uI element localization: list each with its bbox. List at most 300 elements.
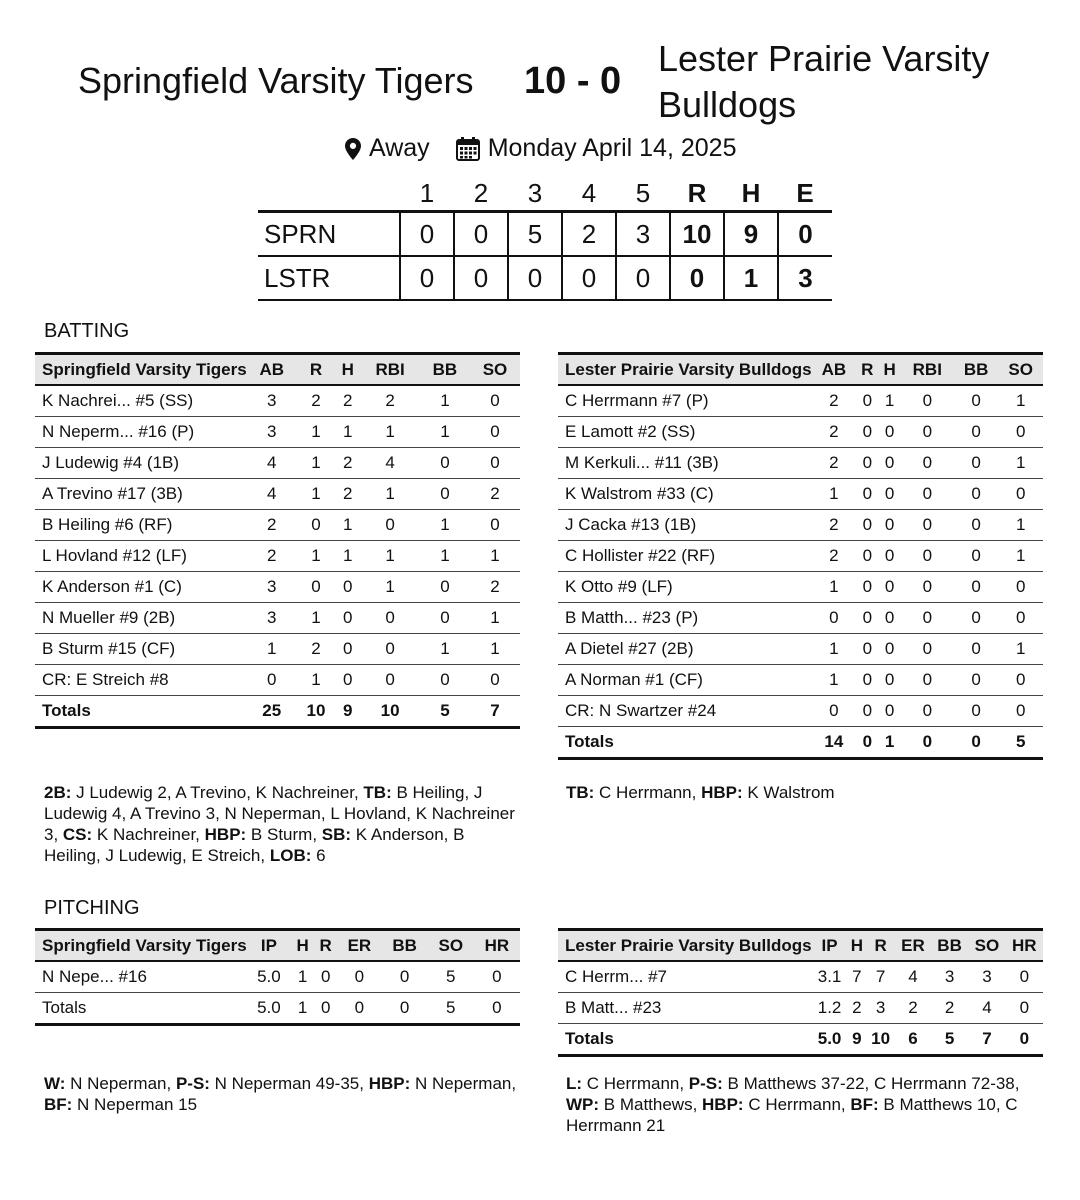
stat-cell: 0 — [382, 961, 428, 993]
totals-cell: 0 — [954, 727, 999, 759]
stat-cell: 0 — [998, 665, 1043, 696]
totals-cell: 0 — [1006, 1024, 1043, 1056]
away-team-name: Lester Prairie Varsity Bulldogs — [658, 38, 990, 125]
table-row — [35, 448, 520, 479]
stat-column-header: ER — [895, 930, 931, 962]
stat-column-header: BB — [382, 930, 428, 962]
note-text: B Matthews, — [599, 1095, 703, 1114]
note-text: B Heiling, J Ludewig 4, A Trevino 3, N Neperman, L Hovland, K Nachreiner 3, — [44, 783, 515, 844]
table-row — [35, 417, 520, 448]
stat-cell: 3 — [247, 603, 297, 634]
note-label: WP: — [566, 1095, 600, 1114]
stat-cell: 1 — [420, 510, 470, 541]
team-column-header: Springfield Varsity Tigers — [35, 930, 247, 962]
table-row — [558, 665, 1043, 696]
player-name: B Matth... #23 (P) — [558, 603, 812, 634]
inning-header: 5 — [635, 177, 651, 208]
stat-cell: 0 — [1006, 961, 1043, 993]
table-header — [558, 354, 1043, 386]
stat-cell: 0 — [335, 634, 360, 665]
stat-cell: 0 — [998, 603, 1043, 634]
stat-cell: 2 — [812, 510, 857, 541]
stat-cell: 0 — [954, 385, 999, 417]
stat-column-header: R — [856, 354, 878, 386]
stat-column-header: HR — [1006, 930, 1043, 962]
stat-cell: 0 — [360, 665, 420, 696]
stat-cell: 2 — [848, 993, 867, 1024]
stat-cell: 1 — [998, 541, 1043, 572]
stat-column-header: RBI — [901, 354, 954, 386]
date-text: Monday April 14, 2025 — [487, 134, 737, 162]
totals-row — [35, 993, 520, 1025]
totals-row — [558, 1024, 1043, 1056]
team-abbr: LSTR — [258, 256, 400, 300]
stat-cell: 0 — [420, 448, 470, 479]
stat-cell: 0 — [901, 479, 954, 510]
stat-cell: 0 — [470, 448, 520, 479]
table-row — [558, 448, 1043, 479]
map-pin-icon — [345, 138, 361, 160]
table-row — [35, 572, 520, 603]
stat-cell: 0 — [878, 510, 900, 541]
player-name: L Hovland #12 (LF) — [35, 541, 247, 572]
stat-cell: 1 — [420, 634, 470, 665]
totals-cell: 5 — [420, 696, 470, 728]
table-row — [35, 385, 520, 417]
location — [345, 134, 430, 163]
total-errors: 3 — [778, 256, 832, 300]
player-name: CR: N Swartzer #24 — [558, 696, 812, 727]
stat-cell: 0 — [335, 572, 360, 603]
stat-cell: 3 — [247, 385, 297, 417]
linescore-table — [258, 176, 832, 301]
stat-cell: 1 — [360, 417, 420, 448]
stat-cell: 0 — [420, 479, 470, 510]
player-name: CR: E Streich #8 — [35, 665, 247, 696]
player-name: B Sturm #15 (CF) — [35, 634, 247, 665]
stat-column-header: R — [866, 930, 895, 962]
stat-cell: 2 — [895, 993, 931, 1024]
totals-cell: 7 — [470, 696, 520, 728]
table-row — [35, 634, 520, 665]
stat-cell: 1 — [297, 448, 336, 479]
stat-cell: 0 — [1006, 993, 1043, 1024]
location-text: Away — [369, 134, 430, 162]
stat-cell: 0 — [954, 448, 999, 479]
note-label: 2B: — [44, 783, 72, 802]
total-runs: 0 — [670, 256, 724, 300]
table-row — [35, 665, 520, 696]
player-name: E Lamott #2 (SS) — [558, 417, 812, 448]
stat-cell: 0 — [878, 417, 900, 448]
hits-header: H — [741, 177, 761, 208]
stat-cell: 2 — [247, 510, 297, 541]
stat-cell: 2 — [470, 479, 520, 510]
table-row — [35, 541, 520, 572]
stat-cell: 0 — [901, 696, 954, 727]
player-name: A Dietel #27 (2B) — [558, 634, 812, 665]
stat-cell: 0 — [954, 479, 999, 510]
stat-cell: 5.0 — [247, 961, 291, 993]
player-name: K Otto #9 (LF) — [558, 572, 812, 603]
stat-cell: 0 — [856, 479, 878, 510]
stat-column-header: R — [314, 930, 337, 962]
stat-cell: 0 — [360, 634, 420, 665]
note-text: N Neperman 15 — [72, 1095, 198, 1114]
stat-column-header: HR — [474, 930, 520, 962]
table-row — [558, 541, 1043, 572]
inning-runs: 0 — [400, 212, 454, 257]
stat-cell: 0 — [901, 665, 954, 696]
stat-column-header: BB — [931, 930, 968, 962]
stat-column-header: H — [878, 354, 900, 386]
stat-cell: 2 — [812, 417, 857, 448]
stat-cell: 3 — [247, 417, 297, 448]
total-errors: 0 — [778, 212, 832, 257]
stat-cell: 0 — [470, 385, 520, 417]
stat-cell: 2 — [470, 572, 520, 603]
note-text: K Walstrom — [742, 783, 835, 802]
inning-runs: 3 — [616, 212, 670, 257]
player-name: N Nepe... #16 — [35, 961, 247, 993]
team-abbr: SPRN — [258, 212, 400, 257]
table-row — [35, 510, 520, 541]
stat-cell: 1 — [470, 603, 520, 634]
stat-cell: 2 — [335, 479, 360, 510]
inning-runs: 0 — [508, 256, 562, 300]
stat-cell: 1 — [878, 385, 900, 417]
stat-cell: 0 — [954, 665, 999, 696]
stat-cell: 2 — [812, 448, 857, 479]
stat-cell: 0 — [901, 417, 954, 448]
stat-cell: 0 — [856, 385, 878, 417]
note-text: C Herrmann, — [743, 1095, 851, 1114]
linescore-row — [258, 256, 832, 300]
player-name: A Norman #1 (CF) — [558, 665, 812, 696]
stat-column-header: RBI — [360, 354, 420, 386]
stat-cell: 0 — [856, 634, 878, 665]
stat-column-header: SO — [968, 930, 1005, 962]
stat-cell: 0 — [856, 510, 878, 541]
note-text: N Neperman 49-35, — [209, 1074, 369, 1093]
table-header — [35, 930, 520, 962]
stat-cell: 0 — [998, 572, 1043, 603]
note-label: TB: — [566, 783, 595, 802]
player-name: K Anderson #1 (C) — [35, 572, 247, 603]
inning-header: 1 — [419, 177, 435, 208]
stat-cell: 0 — [856, 696, 878, 727]
inning-header: 2 — [473, 177, 489, 208]
player-name: C Hollister #22 (RF) — [558, 541, 812, 572]
player-name: B Heiling #6 (RF) — [35, 510, 247, 541]
game-header — [0, 30, 1080, 130]
note-label: P-S: — [175, 1074, 210, 1093]
note-label: P-S: — [688, 1074, 723, 1093]
table-header — [35, 354, 520, 386]
stat-cell: 0 — [812, 696, 857, 727]
total-runs: 10 — [670, 212, 724, 257]
table-row — [558, 993, 1043, 1024]
stat-cell: 0 — [954, 541, 999, 572]
table-row — [558, 634, 1043, 665]
stat-cell: 0 — [335, 603, 360, 634]
table-header — [558, 930, 1043, 962]
totals-label: Totals — [558, 1024, 812, 1056]
stat-cell: 0 — [856, 448, 878, 479]
stat-cell: 3 — [968, 961, 1005, 993]
stat-column-header: SO — [470, 354, 520, 386]
stat-cell: 1 — [420, 385, 470, 417]
stat-cell: 0 — [470, 510, 520, 541]
stat-cell: 2 — [931, 993, 968, 1024]
stat-cell: 0 — [878, 541, 900, 572]
totals-cell: 0 — [474, 993, 520, 1025]
stat-cell: 0 — [470, 665, 520, 696]
linescore-row — [258, 212, 832, 257]
player-name: K Walstrom #33 (C) — [558, 479, 812, 510]
player-name: J Cacka #13 (1B) — [558, 510, 812, 541]
stat-cell: 4 — [895, 961, 931, 993]
stat-cell: 0 — [954, 417, 999, 448]
totals-row — [558, 727, 1043, 759]
stat-cell: 0 — [474, 961, 520, 993]
totals-cell: 0 — [382, 993, 428, 1025]
home-batting-table — [35, 352, 520, 729]
note-label: TB: — [363, 783, 392, 802]
note-text: J Ludewig 2, A Trevino, K Nachreiner, — [71, 783, 364, 802]
stat-column-header: AB — [247, 354, 297, 386]
player-name: A Trevino #17 (3B) — [35, 479, 247, 510]
totals-cell: 6 — [895, 1024, 931, 1056]
stat-cell: 1 — [812, 479, 857, 510]
note-text: N Neperman, — [65, 1074, 176, 1093]
stat-cell: 0 — [998, 479, 1043, 510]
stat-cell: 0 — [812, 603, 857, 634]
totals-cell: 9 — [848, 1024, 867, 1056]
stat-cell: 0 — [878, 479, 900, 510]
runs-header: R — [687, 177, 707, 208]
note-label: LOB: — [269, 846, 312, 865]
stat-cell: 0 — [901, 510, 954, 541]
totals-cell: 0 — [337, 993, 381, 1025]
stat-cell: 3.1 — [812, 961, 848, 993]
note-text: K Nachreiner, — [92, 825, 205, 844]
home-team-name: Springfield Varsity Tigers — [78, 60, 474, 101]
team-column-header: Springfield Varsity Tigers — [35, 354, 247, 386]
stat-cell: 0 — [297, 510, 336, 541]
stat-cell: 0 — [856, 417, 878, 448]
stat-cell: 0 — [878, 572, 900, 603]
stat-column-header: H — [335, 354, 360, 386]
stat-cell: 0 — [856, 541, 878, 572]
table-row — [35, 603, 520, 634]
stat-cell: 0 — [901, 572, 954, 603]
stat-cell: 0 — [901, 448, 954, 479]
stat-cell: 0 — [954, 510, 999, 541]
note-label: HBP: — [368, 1074, 411, 1093]
home-pitching-notes — [44, 1073, 524, 1115]
home-batting-notes — [44, 782, 524, 866]
player-name: C Herrmann #7 (P) — [558, 385, 812, 417]
stat-cell: 1 — [420, 417, 470, 448]
stat-cell: 1 — [998, 634, 1043, 665]
game-meta — [345, 134, 736, 163]
errors-header: E — [796, 177, 814, 208]
stat-column-header: SO — [428, 930, 474, 962]
final-score: 10 - 0 — [524, 60, 622, 102]
note-text: 6 — [311, 846, 326, 865]
inning-runs: 0 — [562, 256, 616, 300]
note-text: B Sturm, — [246, 825, 322, 844]
stat-column-header: R — [297, 354, 336, 386]
stat-cell: 7 — [848, 961, 867, 993]
stat-cell: 1 — [812, 665, 857, 696]
table-row — [558, 417, 1043, 448]
stat-cell: 0 — [360, 603, 420, 634]
totals-label: Totals — [35, 993, 247, 1025]
totals-cell: 10 — [866, 1024, 895, 1056]
totals-cell: 5 — [998, 727, 1043, 759]
totals-cell: 14 — [812, 727, 857, 759]
table-row — [558, 572, 1043, 603]
table-row — [558, 510, 1043, 541]
totals-cell: 0 — [856, 727, 878, 759]
totals-cell: 1 — [878, 727, 900, 759]
linescore-header — [258, 176, 832, 212]
stat-cell: 1 — [247, 634, 297, 665]
stat-cell: 1 — [297, 603, 336, 634]
stat-cell: 0 — [878, 603, 900, 634]
stat-column-header: H — [848, 930, 867, 962]
stat-column-header: IP — [812, 930, 848, 962]
away-pitching-table — [558, 928, 1043, 1057]
stat-cell: 0 — [247, 665, 297, 696]
stat-cell: 1 — [297, 479, 336, 510]
stat-cell: 0 — [954, 696, 999, 727]
stat-cell: 0 — [878, 634, 900, 665]
stat-cell: 2 — [247, 541, 297, 572]
table-row — [558, 603, 1043, 634]
stat-cell: 2 — [297, 634, 336, 665]
player-name: J Ludewig #4 (1B) — [35, 448, 247, 479]
away-pitching-notes — [566, 1073, 1036, 1136]
note-text: C Herrmann, — [582, 1074, 689, 1093]
stat-cell: 4 — [360, 448, 420, 479]
stat-cell: 1.2 — [812, 993, 848, 1024]
stat-cell: 2 — [812, 541, 857, 572]
stat-cell: 3 — [931, 961, 968, 993]
stat-cell: 1 — [998, 448, 1043, 479]
note-text: N Neperman, — [410, 1074, 517, 1093]
stat-cell: 2 — [360, 385, 420, 417]
total-hits: 9 — [724, 212, 778, 257]
note-label: BF: — [44, 1095, 73, 1114]
totals-cell: 5 — [428, 993, 474, 1025]
stat-cell: 2 — [297, 385, 336, 417]
totals-cell: 10 — [297, 696, 336, 728]
stat-cell: 0 — [901, 634, 954, 665]
stat-cell: 0 — [420, 603, 470, 634]
player-name: C Herrm... #7 — [558, 961, 812, 993]
player-name: M Kerkuli... #11 (3B) — [558, 448, 812, 479]
batting-title: BATTING — [44, 320, 130, 342]
pitching-title: PITCHING — [44, 897, 140, 919]
stat-cell: 0 — [954, 603, 999, 634]
totals-cell: 5.0 — [247, 993, 291, 1025]
stat-cell: 0 — [878, 448, 900, 479]
stat-cell: 0 — [856, 572, 878, 603]
stat-cell: 1 — [335, 541, 360, 572]
stat-cell: 1 — [360, 572, 420, 603]
stat-column-header: BB — [420, 354, 470, 386]
table-row — [35, 961, 520, 993]
stat-cell: 0 — [954, 634, 999, 665]
date — [456, 134, 737, 163]
stat-cell: 1 — [812, 572, 857, 603]
note-text: C Herrmann, — [594, 783, 702, 802]
totals-cell: 7 — [968, 1024, 1005, 1056]
inning-runs: 0 — [616, 256, 670, 300]
stat-cell: 1 — [420, 541, 470, 572]
stat-cell: 1 — [291, 961, 314, 993]
totals-cell: 5 — [931, 1024, 968, 1056]
totals-cell: 5.0 — [812, 1024, 848, 1056]
stat-cell: 4 — [968, 993, 1005, 1024]
stat-cell: 1 — [998, 385, 1043, 417]
stat-cell: 1 — [297, 541, 336, 572]
stat-cell: 4 — [247, 479, 297, 510]
stat-cell: 1 — [470, 541, 520, 572]
stat-cell: 0 — [360, 510, 420, 541]
stat-column-header: ER — [337, 930, 381, 962]
stat-column-header: IP — [247, 930, 291, 962]
calendar-icon — [456, 137, 480, 161]
stat-cell: 1 — [360, 479, 420, 510]
stat-cell: 1 — [297, 417, 336, 448]
player-name: N Neperm... #16 (P) — [35, 417, 247, 448]
stat-cell: 0 — [470, 417, 520, 448]
stat-cell: 1 — [998, 510, 1043, 541]
stat-column-header: SO — [998, 354, 1043, 386]
stat-cell: 0 — [856, 603, 878, 634]
stat-cell: 0 — [856, 665, 878, 696]
table-row — [35, 479, 520, 510]
stat-cell: 0 — [420, 572, 470, 603]
note-text: K Anderson, B Heiling, J Ludewig, E Streich, — [44, 825, 465, 865]
team-column-header: Lester Prairie Varsity Bulldogs — [558, 354, 812, 386]
table-row — [558, 385, 1043, 417]
note-text: B Matthews 37-22, C Herrmann 72-38, — [722, 1074, 1020, 1093]
player-name: K Nachrei... #5 (SS) — [35, 385, 247, 417]
stat-cell: 3 — [247, 572, 297, 603]
stat-cell: 7 — [866, 961, 895, 993]
stat-cell: 0 — [901, 385, 954, 417]
player-name: N Mueller #9 (2B) — [35, 603, 247, 634]
stat-column-header: BB — [954, 354, 999, 386]
away-batting-table — [558, 352, 1043, 760]
table-row — [558, 479, 1043, 510]
note-label: SB: — [321, 825, 352, 844]
stat-cell: 1 — [360, 541, 420, 572]
note-text: B Matthews 10, C Herrmann 21 — [566, 1095, 1018, 1135]
inning-runs: 0 — [400, 256, 454, 300]
table-row — [558, 961, 1043, 993]
stat-cell: 0 — [878, 665, 900, 696]
totals-cell: 1 — [291, 993, 314, 1025]
note-label: HBP: — [702, 1095, 744, 1114]
stat-cell: 3 — [866, 993, 895, 1024]
team-column-header: Lester Prairie Varsity Bulldogs — [558, 930, 812, 962]
